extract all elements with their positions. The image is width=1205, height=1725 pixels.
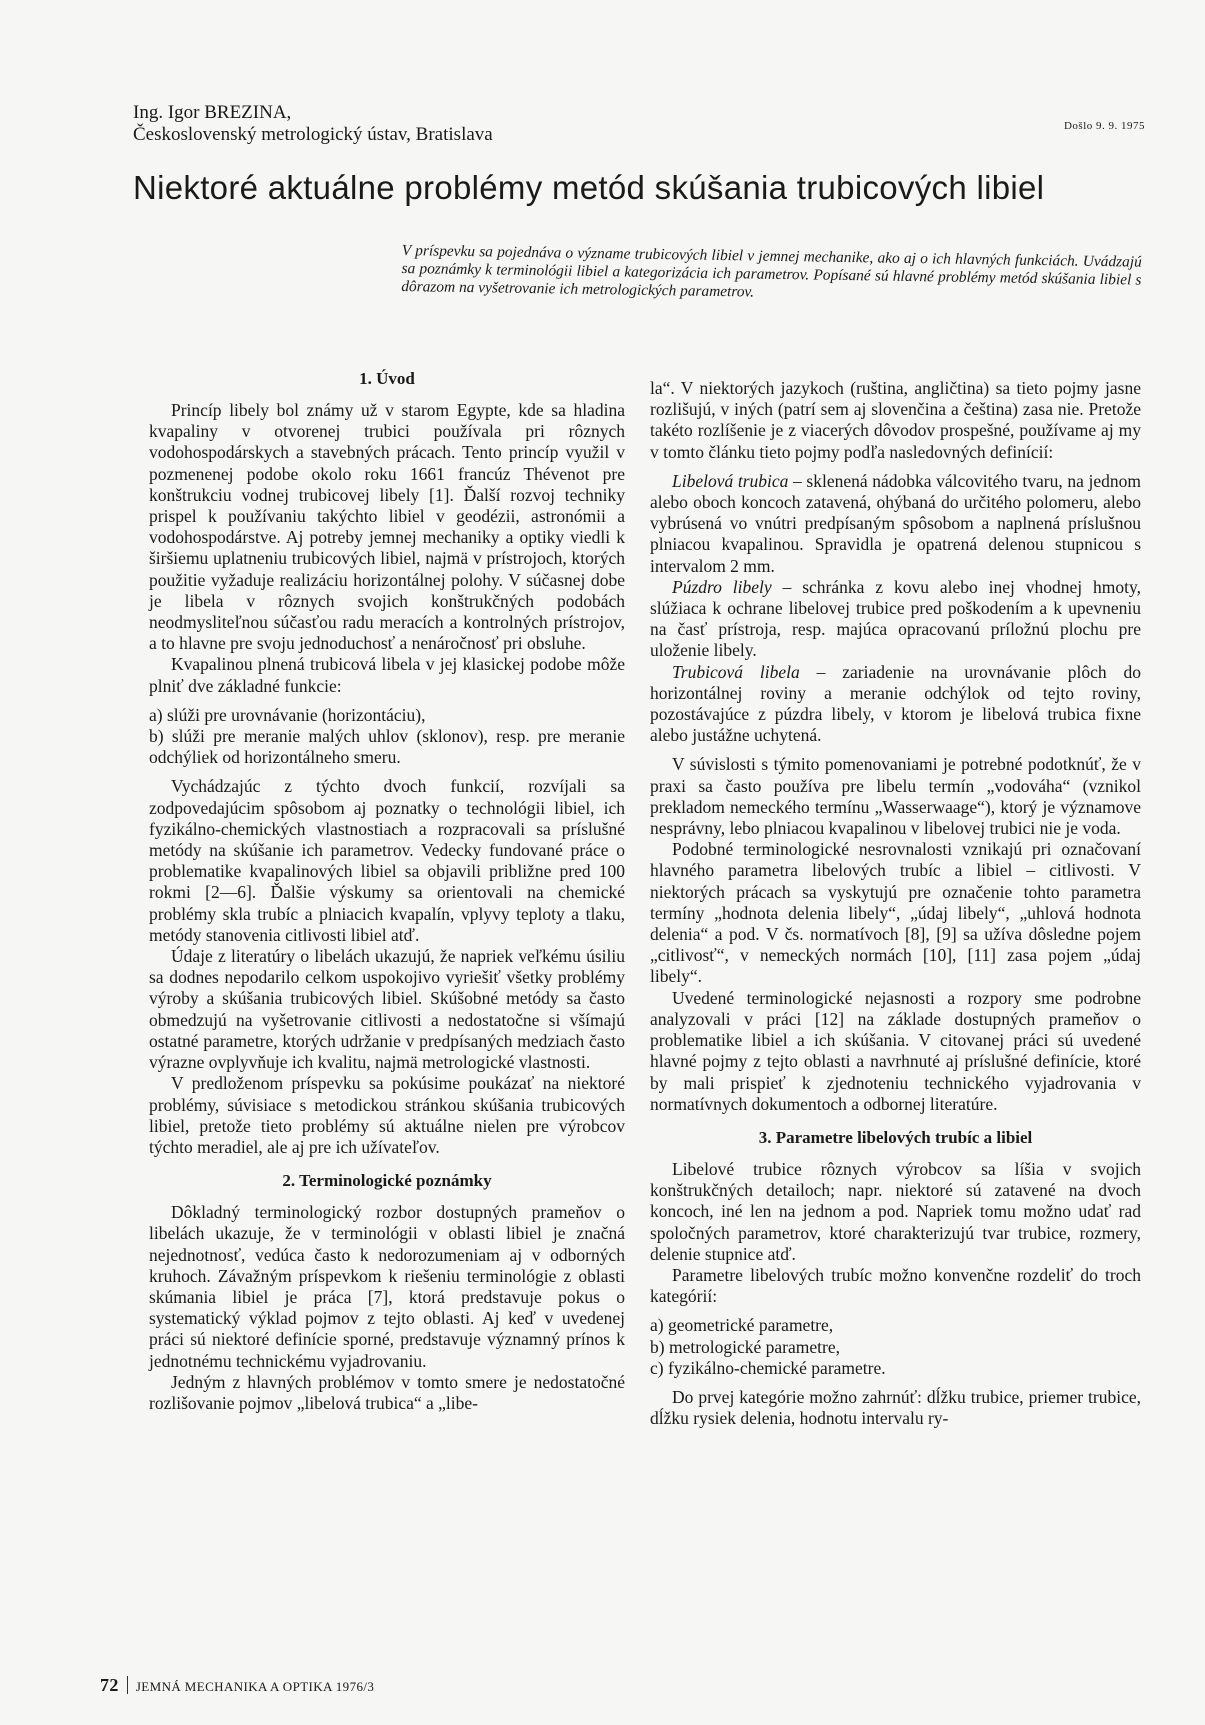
- author-block: [133, 102, 493, 146]
- definition-text: – sklenená nádobka válcovitého tvaru, na jednom alebo oboch koncoch zatavená, ohýbaná do určitého polomeru, alebo vybrúsená vo vnútri predpísaným spôsobom a naplnená príslušnou plniacou kvapalinou. Spravidla je opatrená delenou stupnicou s intervalom 2 mm.: [650, 470, 1141, 576]
- definition-text: – schránka z kovu alebo inej vhodnej hmoty, slúžiaca k ochrane libelovej trubice pred poškodením a k upevneniu na časť prístroja, resp. majúca opracovanú príložnú plochu pre uloženie libely.: [650, 576, 1141, 661]
- list-item: a) geometrické parametre,: [650, 1315, 834, 1336]
- received-date: Došlo 9. 9. 1975: [1063, 120, 1145, 132]
- paragraph: V súvislosti s týmito pomenovaniami je potrebné podotknúť, že v praxi sa často používa pre libelu termín „vodováha“ (vznikol prekladom nemeckého termínu „Wasserwaage“), ktorý je významove nesprávny, lebo plniacou kvapalinou v libelovej trubici nie je voda.: [650, 754, 1141, 839]
- list-item: b) slúži pre meranie malých uhlov (sklonov), resp. pre meranie odchýliek od horizontálneho smeru.: [149, 726, 625, 768]
- definition-item: [650, 662, 1141, 747]
- footer-divider: [127, 1676, 128, 1694]
- article-title: Niektoré aktuálne problémy metód skúšania trubicových libiel: [133, 169, 1045, 206]
- definition-term: Púzdro libely: [672, 576, 772, 597]
- paragraph: Uvedené terminologické nejasnosti a rozpory sme podrobne analyzovali v práci [12] na základe dostupných prameňov o problematike libiel a ich skúšania. V citovanej práci sú uvedené hlavné pojmy z tejto oblasti a navrhnuté aj príslušné definície, ktoré by mali prispieť k zjednoteniu technického vyjadrovania v normatívnych dokumentoch a odbornej literatúre.: [650, 987, 1141, 1114]
- definition-item: [650, 577, 1141, 662]
- section-heading-terminology: 2. Terminologické poznámky: [282, 1171, 492, 1191]
- paragraph: Podobné terminologické nesrovnalosti vznikajú pri označovaní hlavného parametra libelových trubíc a libiel – citlivosti. V niektorých prácach sa vyskytujú pre označenie tohto parametra termíny „hodnota delenia libely“, „údaj libely“, „uhlová hodnota delenia“ a pod. V čs. normatívoch [8], [9] sa užíva dôsledne pojem „citlivosť“, v nemeckých normách [10], [11] zasa pojem „údaj libely“.: [650, 839, 1141, 987]
- journal-name: JEMNÁ MECHANIKA A OPTIKA 1976/3: [135, 1679, 375, 1694]
- paragraph: Libelové trubice rôznych výrobcov sa líšia v svojich konštrukčných detailoch; napr. niektoré sú zatavené na dvoch koncoch, iné len na jednom a pod. Napriek tomu možno udať rad spoločných parametrov, ktoré charakterizujú tvar trubice, rozmery, delenie stupnice atď.: [650, 1158, 1141, 1264]
- paragraph: Dôkladný terminologický rozbor dostupných prameňov o libelách ukazuje, že v terminológii v oblasti libiel je značná nejednotnosť, vedúca často k nedorozumeniam aj v odborných kruhoch. Závažným príspevkom k riešeniu terminológie z oblasti skúmania libiel je práca [7], ktorá predstavuje pokus o systematický výklad pojmov z tejto oblasti. Aj keď v uvedenej práci sú niektoré definície sporné, predstavuje významný prínos k jednotnému technickému vyjadrovaniu.: [149, 1202, 625, 1371]
- paragraph: V predloženom príspevku sa pokúsime poukázať na niektoré problémy, súvisiace s metodickou stránkou skúšania trubicových libiel, pretože tieto problémy sú aktuálne nielen pre výrobcov týchto meradiel, ale aj pre ich užívateľov.: [149, 1073, 625, 1157]
- author-name: Ing. Igor BREZINA,: [133, 102, 292, 123]
- paragraph: la“. V niektorých jazykoch (ruština, angličtina) sa tieto pojmy jasne rozlišujú, v iných (patrí sem aj slovenčina a čeština) zasa nie. Pretože takéto rozlíšenie je z viacerých dôvodov prospešné, používame aj my v tomto článku tieto pojmy podľa nasledovných definícií:: [650, 378, 1141, 462]
- paragraph: Údaje z literatúry o libelách ukazujú, že napriek veľkému úsiliu sa dodnes nepodarilo celkom uspokojivo vyriešiť všetky problémy výroby a skúšania trubicových libiel. Skúšobné metódy sa často obmedzujú na vyšetrovanie citlivosti a nedostatočne si všímajú ostatné parametre, ktorých udržanie v predpísaných medziach často výrazne ovplyvňuje ich kvalitu, najmä metrologické vlastnosti.: [149, 946, 625, 1073]
- author-affiliation: Československý metrologický ústav, Bratislava: [133, 124, 493, 145]
- page-footer: [100, 1675, 374, 1696]
- section-heading-intro: 1. Úvod: [359, 369, 415, 388]
- definition-item: [650, 471, 1141, 577]
- left-column: [149, 368, 625, 1414]
- paragraph: Jedným z hlavných problémov v tomto smere je nedostatočné rozlišovanie pojmov „libelová trubica“ a „libe-: [149, 1371, 625, 1413]
- paragraph: Kvapalinou plnená trubicová libela v jej klasickej podobe môže plniť dve základné funkcie:: [149, 654, 625, 696]
- abstract: V príspevku sa pojednáva o význame trubicových libiel v jemnej mechanike, ako aj o ich hlavných funkciách. Uvádzajú sa poznámky k terminológii libiel a kategorizácia ich parametrov. Popísané sú hlavné problémy metód skúšania libiel s dôrazom na vyšetrovanie ich metrologických parametrov.: [401, 242, 1142, 301]
- paragraph: Vychádzajúc z týchto dvoch funkcií, rozvíjali sa zodpovedajúcim spôsobom aj poznatky o technológii libiel, ich fyzikálno-chemických vlastnostiach a rozpracovali sa príslušné metódy na skúšanie ich parametrov. Vedecky fundované práce o problematike kvapalinových libiel sa objavili približne pred 100 rokmi [2—6]. Ďalšie výskumy sa orientovali na chemické problémy skla trubíc a plniacich kvapalín, vplyvy teploty a tlaku, metódy stanovenia citlivosti libiel atď.: [149, 776, 625, 945]
- section-heading-parameters: 3. Parametre libelových trubíc a libiel: [758, 1127, 1033, 1147]
- right-column: [650, 378, 1141, 1429]
- list-item: b) metrologické parametre,: [650, 1336, 840, 1357]
- definition-text: – zariadenie na urovnávanie plôch do horizontálnej roviny a meranie odchýlok od tejto roviny, pozostávajúce z púzdra libely, v ktorom je libelová trubica fixne alebo justážne uchytená.: [650, 661, 1142, 746]
- list-item: a) slúži pre urovnávanie (horizontáciu),: [149, 704, 426, 725]
- page-number: 72: [100, 1675, 119, 1695]
- definition-term: Trubicová libela: [672, 661, 800, 682]
- paragraph: Parametre libelových trubíc možno konvenčne rozdeliť do troch kategórií:: [650, 1264, 1141, 1307]
- list-item: c) fyzikálno-chemické parametre.: [650, 1357, 886, 1378]
- paragraph: Do prvej kategórie možno zahrnúť: dĺžku trubice, priemer trubice, dĺžku rysiek delenia, hodnotu intervalu ry-: [650, 1386, 1141, 1429]
- paragraph: Princíp libely bol známy už v starom Egypte, kde sa hladina kvapaliny v otvorenej trubici používala pri rôznych vodohospodárskych a stavebných prácach. Tento princíp využil v pozmenenej podobe okolo roku 1661 francúz Thévenot pre konštrukciu vodnej trubicovej libely [1]. Ďalší rozvoj techniky prispel k používaniu takýchto libiel v geodézii, astronómii a vodohospodárstve. Aj potreby jemnej mechaniky a optiky viedli k širšiemu uplatneniu trubicových libiel, najmä v prístrojoch, ktorých použitie vyžaduje realizáciu horizontálnej polohy. V súčasnej dobe je libela v rôznych svojich konštrukčných podobách neodmysliteľnou súčasťou radu meracích a kontrolných prístrojov, a to hlavne pre svoju jednoduchosť a nenáročnosť pri obsluhe.: [149, 400, 625, 654]
- definition-term: Libelová trubica: [672, 470, 789, 491]
